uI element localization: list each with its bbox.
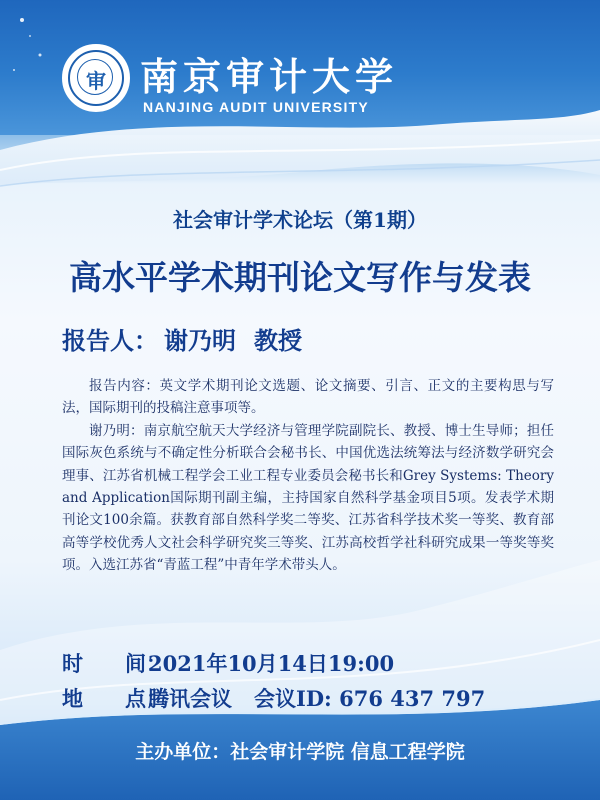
time-row [62, 648, 394, 678]
speaker-name: 谢乃明 [164, 326, 236, 355]
time-label: 时 间： [62, 651, 167, 676]
university-seal-logo [62, 44, 130, 112]
body-text [62, 375, 554, 577]
speaker-label: 报告人： [62, 326, 158, 355]
abstract-paragraph: 报告内容：英文学术期刊论文选题、论文摘要、引言、正文的主要构思与写法，国际期刊的投稿注意事项等。 [62, 378, 554, 417]
meeting-id-value: 676 437 797 [339, 686, 486, 711]
seal-glyph: 审 [86, 69, 106, 93]
speaker-line [62, 321, 302, 356]
place-value: 腾讯会议 [148, 686, 232, 711]
forum-subtitle: 社会审计学术论坛（第1期） [173, 208, 427, 232]
place-label: 地 点： [62, 686, 167, 711]
meeting-id-label: 会议ID: [254, 686, 332, 711]
time-value: 2021年10月14日19:00 [148, 651, 395, 676]
host-organizers: 主办单位：社会审计学院 信息工程学院 [135, 741, 465, 763]
bio-paragraph: 谢乃明：南京航空航天大学经济与管理学院副院长、教授、博士生导师；担任国际灰色系统与不确定性分析联合会秘书长、中国优选法统筹法与经济数学研究会理事、江苏省机械工程学会工业工程专业委员会秘书长和Grey Systems: Theory and Application国际期刊副主编，主持国家自然科学基金项目5项。发表学术期刊论文100余篇。获教育部自然科学奖二等奖、江苏省科学技术奖一等奖、教育部高等学校优秀人文社会科学研究奖三等奖、江苏高校哲学社科研究成果一等奖等奖项。入选江苏省“青蓝工程”中青年学术带头人。 [62, 422, 554, 574]
lecture-title: 高水平学术期刊论文写作与发表 [69, 258, 531, 297]
university-name-en: NANJING AUDIT UNIVERSITY [143, 99, 369, 115]
university-name-cn: 南京审计大学 [140, 54, 399, 99]
place-row [62, 683, 485, 713]
speaker-rank: 教授 [254, 326, 302, 355]
